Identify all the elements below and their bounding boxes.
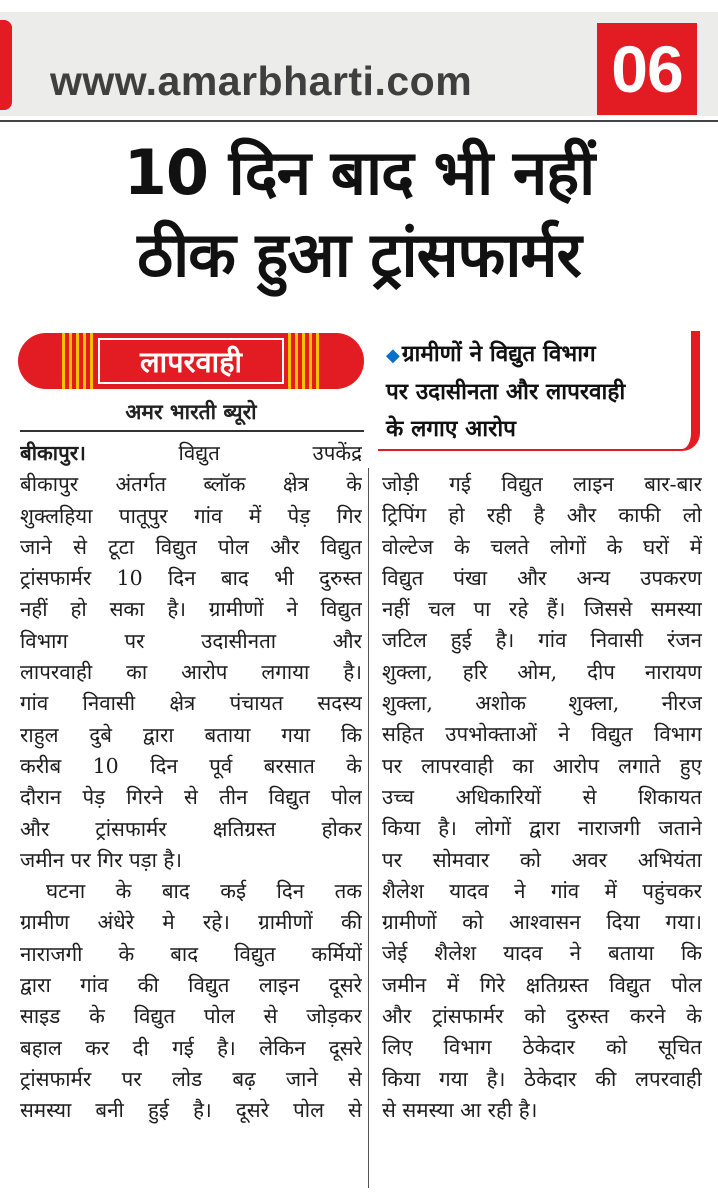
article-line: घटना के बाद कई दिन तक [46, 879, 362, 904]
article-line: उच्च अधिकारियों से शिकायत [382, 784, 702, 809]
headline [0, 132, 718, 296]
article-line: ट्रांसफार्मर पर लोड बढ़ जाने से [20, 1066, 362, 1091]
article-line: राहुल दुबे द्वारा बताया गया कि [20, 722, 362, 747]
dateline: बीकापुर। [20, 441, 86, 465]
article-line: पर सोमवार को अवर अभियंता [382, 847, 702, 872]
article-line: गांव निवासी क्षेत्र पंचायत सदस्य [20, 691, 362, 716]
article-line: शुक्ला, अशोक शुक्ला, नीरज [382, 691, 702, 716]
article-line: नहीं हो सका है। ग्रामीणों ने विद्युत [20, 597, 362, 622]
article-line: दौरान पेड़ गिरने से तीन विद्युत पोल [20, 785, 362, 810]
page-number-box [597, 23, 697, 115]
article-line: किया है। लोगों द्वारा नाराजगी जताने [382, 816, 702, 841]
article-line: से समस्या आ रही है। [382, 1097, 538, 1122]
article-left-column [20, 438, 362, 1127]
article-line: विद्युत पंखा और अन्य उपकरण [382, 565, 702, 590]
article-right-column [382, 469, 702, 1126]
article-line: साइड के विद्युत पोल से जोड़कर [20, 1004, 362, 1029]
article-line: ग्रामीण अंधेरे मे रहे। ग्रामीणों की [20, 910, 362, 935]
article-line: और ट्रांसफार्मर क्षतिग्रस्त होकर [20, 816, 362, 841]
article-line: बीकापुर। विद्युत उपकेंद्र [20, 441, 362, 465]
category-label: लापरवाही [139, 344, 243, 379]
byline-rule [20, 430, 364, 432]
article-line: शुक्लहिया पातूपुर गांव में पेड़ गिर [20, 503, 362, 528]
category-label-strip [18, 333, 364, 389]
article-line: बीकापुर अंतर्गत ब्लॉक क्षेत्र के [20, 472, 362, 497]
article-line: बहाल कर दी गई है। लेकिन दूसरे [20, 1035, 362, 1060]
category-label-box [98, 338, 284, 384]
article-line: नहीं चल पा रहे हैं। जिससे समस्या [382, 597, 702, 622]
highlight-line: ◆ग्रामीणों ने विद्युत विभाग [386, 341, 596, 367]
masthead-rule [0, 120, 718, 122]
article-line: विभाग पर उदासीनता और [20, 628, 362, 653]
article-line: ट्रांसफार्मर 10 दिन बाद भी दुरुस्त [20, 566, 362, 591]
highlight-text [386, 336, 686, 448]
article-line: जमीन में गिरे क्षतिग्रस्त विद्युत पोल [382, 972, 702, 997]
headline-line-2: ठीक हुआ ट्रांसफार्मर [137, 218, 581, 291]
article-line: जमीन पर गिर पड़ा है। [20, 847, 183, 872]
page-number: 06 [611, 32, 683, 106]
article-line: द्वारा गांव की विद्युत लाइन दूसरे [20, 973, 362, 998]
masthead-red-tab [0, 20, 12, 110]
article-line: लापरवाही का आरोप लगाया है। [20, 660, 362, 685]
article-line: जोड़ी गई विद्युत लाइन बार-बार [382, 472, 702, 496]
article-line: पर लापरवाही का आरोप लगाते हुए [382, 753, 702, 778]
article-line: करीब 10 दिन पूर्व बरसात के [20, 753, 362, 778]
article-line: समस्या बनी हुई है। दूसरे पोल से [20, 1098, 362, 1123]
diamond-bullet-icon: ◆ [386, 345, 400, 366]
article-line: सहित उपभोक्ताओं ने विद्युत विभाग [382, 722, 702, 747]
column-divider [368, 468, 369, 1188]
highlight-line: के लगाए आरोप [386, 416, 516, 442]
article-line: नाराजगी के बाद विद्युत कर्मियों [20, 941, 362, 966]
article-line: शुक्ला, हरि ओम, दीप नारायण [382, 659, 702, 684]
article-line: शैलेश यादव ने गांव में पहुंचकर [382, 878, 702, 903]
highlight-line: पर उदासीनता और लापरवाही [386, 379, 626, 405]
site-url: www.amarbharti.com [50, 58, 473, 104]
article-line: जेई शैलेश यादव ने बताया कि [382, 941, 702, 966]
headline-line-1: 10 दिन बाद भी नहीं [123, 136, 595, 209]
byline: अमर भारती ब्यूरो [125, 399, 257, 424]
article-line: लिए विभाग ठेकेदार को सूचित [382, 1035, 702, 1060]
label-stripes-left [62, 333, 94, 389]
article-line: ग्रामीणों को आश्वासन दिया गया। [382, 910, 702, 935]
article-line: जाने से टूटा विद्युत पोल और विद्युत [20, 534, 362, 559]
article-line: किया गया है। ठेकेदार की लपरवाही [382, 1066, 702, 1091]
article-line: वोल्टेज के चलते लोगों के घरों में [382, 534, 702, 559]
label-stripes-right [288, 333, 320, 389]
article-line: ट्रिपिंग हो रही है और काफी लो [382, 503, 702, 528]
article-line: जटिल हुई है। गांव निवासी रंजन [382, 628, 702, 653]
article-line: और ट्रांसफार्मर को दुरुस्त करने के [382, 1004, 702, 1029]
